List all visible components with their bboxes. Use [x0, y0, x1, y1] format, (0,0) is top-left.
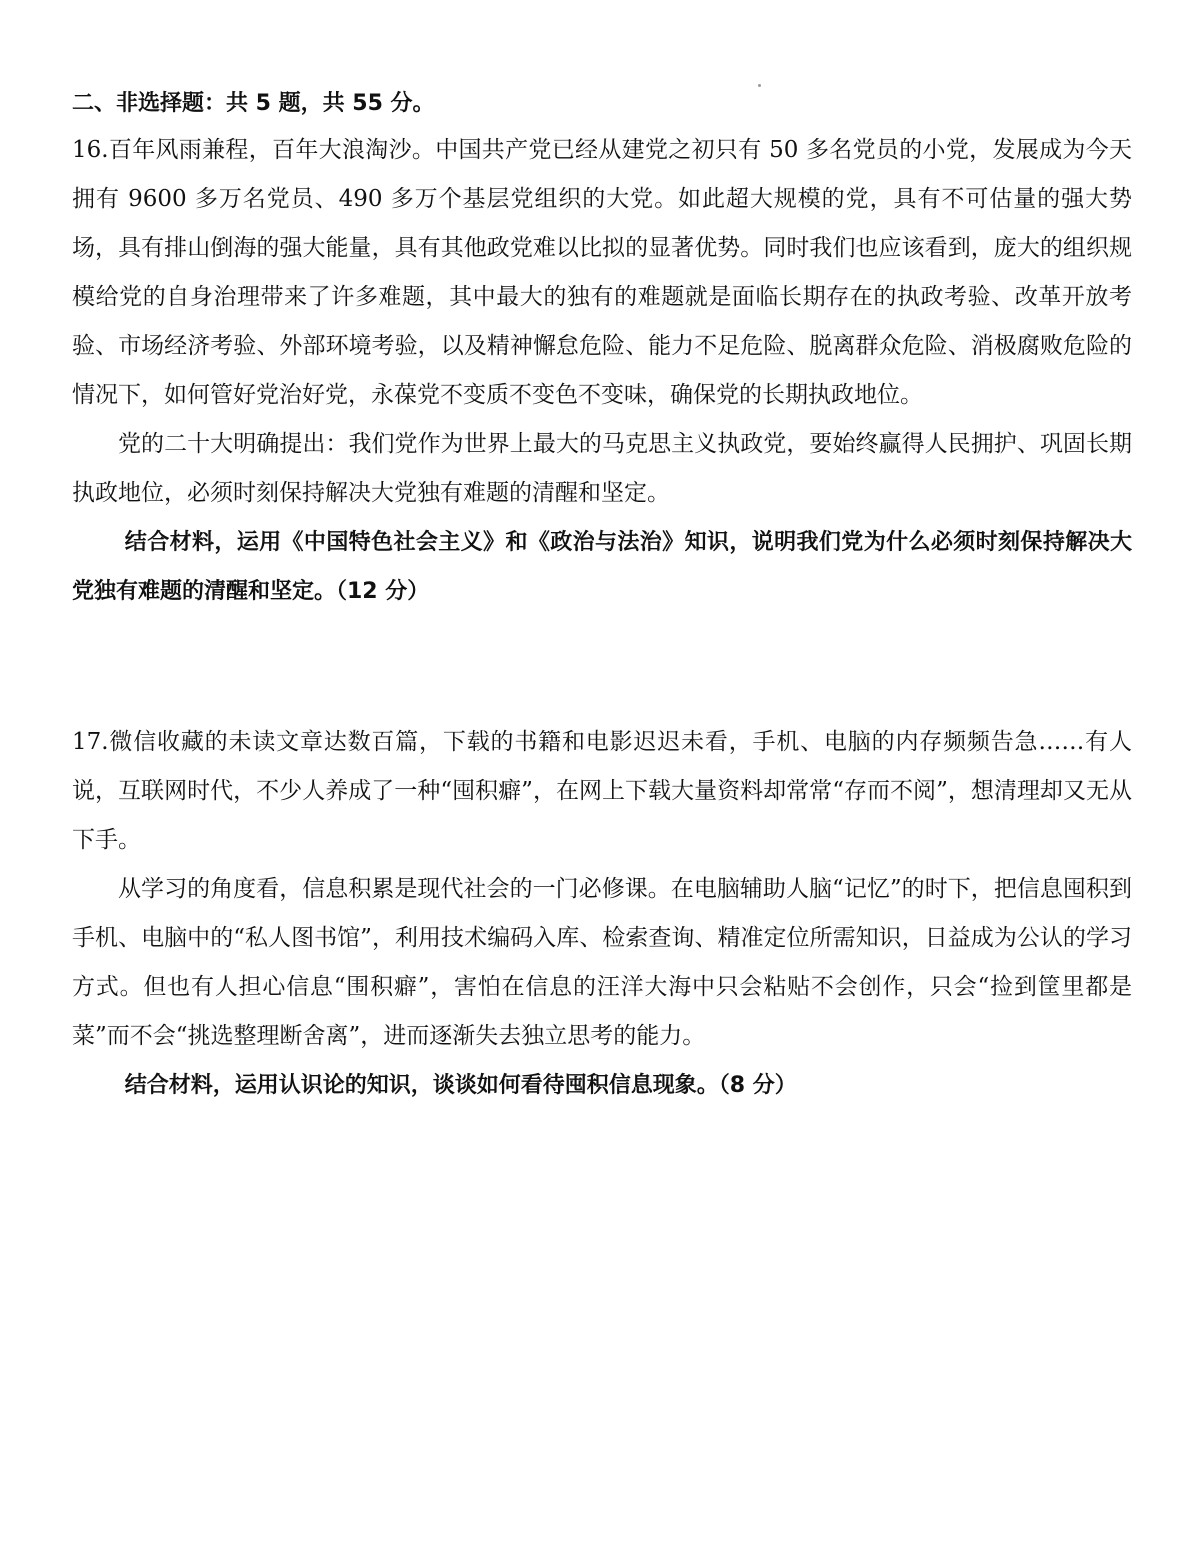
q16-prompt: 结合材料，运用《中国特色社会主义》和《政治与法治》知识，说明我们党为什么必须时刻保持解决大党独有难题的清醒和坚定。（12 分） — [72, 530, 1132, 604]
answer-space — [72, 616, 1132, 718]
q17-material-1: 17.微信收藏的未读文章达数百篇，下载的书籍和电影迟迟未看，手机、电脑的内存频频告急……有人说，互联网时代，不少人养成了一种“囤积癖”，在网上下载大量资料却常常“存而不阅”，想清理却又无从下手。 — [72, 729, 1132, 853]
q16-material-2: 党的二十大明确提出：我们党作为世界上最大的马克思主义执政党，要始终赢得人民拥护、巩固长期执政地位，必须时刻保持解决大党独有难题的清醒和坚定。 — [72, 431, 1132, 506]
section-title: 二、非选择题：共 5 题，共 55 分。 — [72, 91, 435, 116]
q16-material-1: 16.百年风雨兼程，百年大浪淘沙。中国共产党已经从建党之初只有 50 多名党员的小党，发展成为今天拥有 9600 多万名党员、490 多万个基层党组织的大党。如此超大规模的党，具有不可估量的强大势场，具有排山倒海的强大能量，具有其他政党难以比拟的显著优势。同时我们也应该看到，庞大的组织规模给党的自身治理带来了许多难题，其中最大的独有的难题就是面临长期存在的执政考验、改革开放考验、市场经济考验、外部环境考验，以及精神懈怠危险、能力不足危险、脱离群众危险、消极腐败危险的情况下，如何管好党治好党，永葆党不变质不变色不变味，确保党的长期执政地位。 — [72, 137, 1132, 408]
exam-page — [72, 82, 1132, 1110]
q17-prompt: 结合材料，运用认识论的知识，谈谈如何看待囤积信息现象。（8 分） — [124, 1073, 797, 1098]
q17-material-2: 从学习的角度看，信息积累是现代社会的一门必修课。在电脑辅助人脑“记忆”的时下，把信息囤积到手机、电脑中的“私人图书馆”，利用技术编码入库、检索查询、精准定位所需知识，日益成为公认的学习方式。但也有人担心信息“围积癖”，害怕在信息的汪洋大海中只会粘贴不会创作，只会“捡到筐里都是菜”而不会“挑选整理断舍离”，进而逐渐失去独立思考的能力。 — [72, 876, 1132, 1049]
question-16 — [72, 126, 1132, 616]
question-17 — [72, 718, 1132, 1110]
